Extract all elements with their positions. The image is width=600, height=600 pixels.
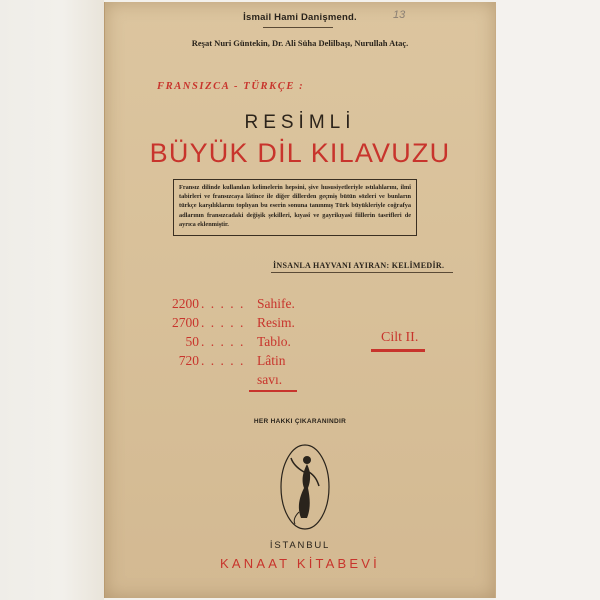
publisher-emblem-icon bbox=[277, 442, 333, 532]
stat-row-pages bbox=[139, 296, 299, 316]
stat-dots: . . . . . bbox=[201, 334, 245, 349]
publisher-name: KANAAT KİTABEVİ bbox=[220, 556, 380, 571]
stat-dots: . . . . . bbox=[201, 353, 245, 368]
stat-number: 50 bbox=[185, 334, 199, 349]
stat-row-tables bbox=[139, 334, 299, 354]
author-underline bbox=[263, 27, 333, 28]
title-line-1: RESİMLİ bbox=[244, 112, 356, 133]
stat-label: Lâtin bbox=[257, 353, 286, 368]
publisher-city: İSTANBUL bbox=[269, 540, 331, 551]
page-number-mark: 13 bbox=[393, 9, 406, 21]
stat-row-latin bbox=[139, 353, 299, 373]
stat-label: Sahife. bbox=[257, 296, 295, 311]
left-margin bbox=[0, 0, 104, 600]
volume-label: Cilt II. bbox=[381, 330, 419, 345]
motto-underline bbox=[271, 272, 453, 273]
stat-number: 2200 bbox=[172, 296, 199, 311]
stat-number: 2700 bbox=[172, 315, 199, 330]
stat-label: Tablo. bbox=[257, 334, 291, 349]
author-name: İsmail Hami Danişmend. bbox=[243, 12, 357, 23]
stat-extra-label: savı. bbox=[257, 372, 283, 387]
stat-label: Resim. bbox=[257, 315, 295, 330]
rights-notice: HER HAKKI ÇIKARANINDIR bbox=[253, 418, 347, 425]
main-title: BÜYÜK DİL KILAVUZU bbox=[149, 138, 451, 168]
title-page bbox=[104, 2, 496, 598]
stats-underline bbox=[249, 390, 297, 392]
stat-row-images bbox=[139, 315, 299, 335]
volume-underline bbox=[371, 349, 425, 352]
description-box: Fransız dilinde kullanılan kelimelerin hepsini, şive hususiyetleriyle ıstılahlarını, ilmî tabirleri ve fransızcaya lâtince ile diğer dillerden geçmiş bütün sözleri ve bunların türkçe karşılıklarını toplıyan bu eserin sonuna tanınmış Türk büyükleriyle coğrafya adlarının fransızcadaki değişik şekilleri, kıyasî ve gayrikıyasî fiillerin tasrifleri de ayrıca eklenmiştir. bbox=[173, 179, 417, 236]
right-margin bbox=[494, 0, 600, 600]
stat-number: 720 bbox=[178, 353, 199, 368]
stat-dots: . . . . . bbox=[201, 296, 245, 311]
language-pair: FRANSIZCA - TÜRKÇE : bbox=[157, 81, 305, 92]
motto: İNSANLA HAYVANI AYIRAN: KELİMEDİR. bbox=[273, 261, 445, 270]
coauthors-line: Reşat Nuri Güntekin, Dr. Ali Süha Delilbaşı, Nurullah Ataç. bbox=[191, 38, 409, 48]
stat-dots: . . . . . bbox=[201, 315, 245, 330]
